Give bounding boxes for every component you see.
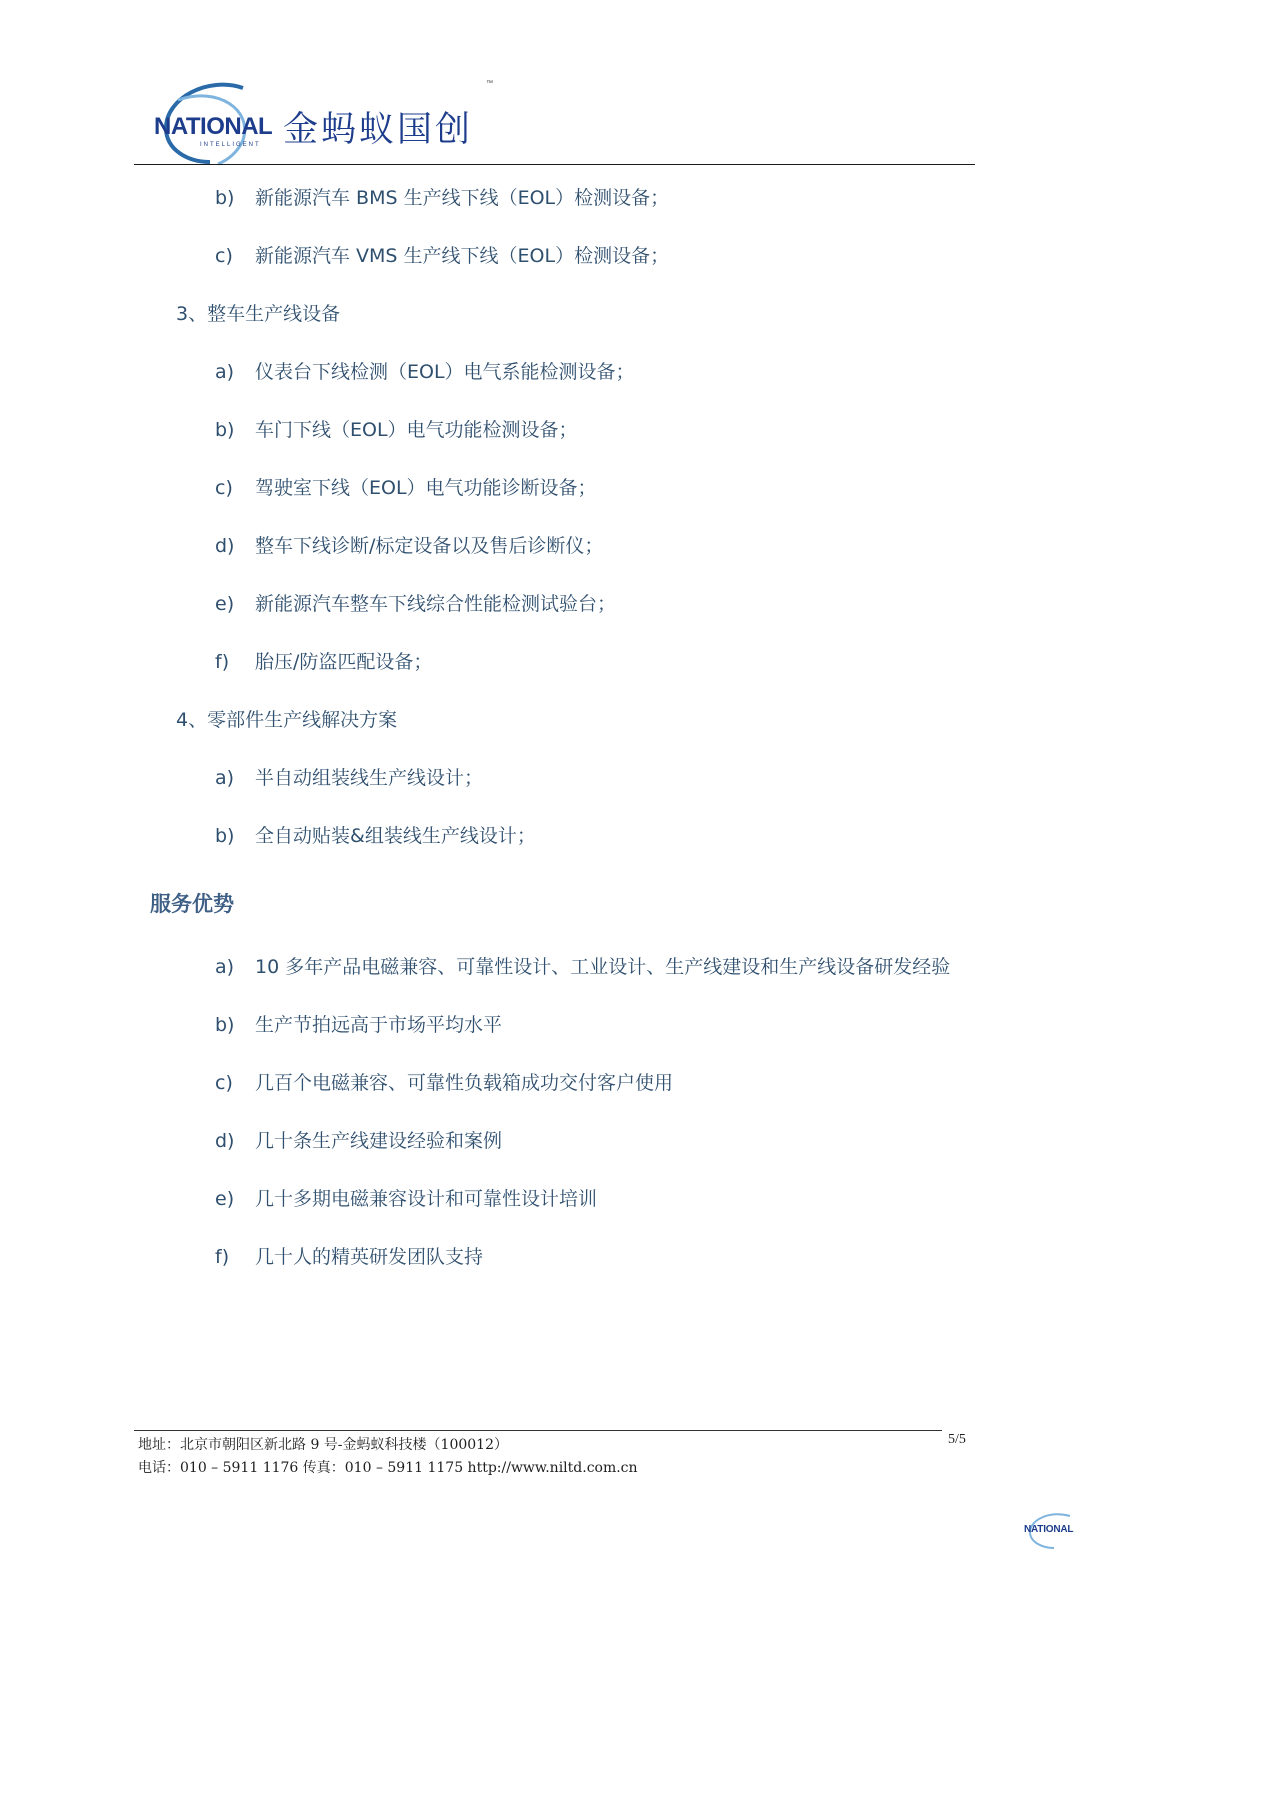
list-marker: f) [215, 1246, 230, 1268]
list-item-text: 半自动组装线生产线设计； [255, 767, 484, 789]
list-item-text: 几百个电磁兼容、可靠性负载箱成功交付客户使用 [255, 1072, 674, 1094]
list-item-text: 全自动贴装&组装线生产线设计； [255, 825, 536, 847]
list-marker: c) [215, 477, 233, 499]
section-title: 3、整车生产线设备 [176, 303, 341, 325]
list-item-text: 新能源汽车 BMS 生产线下线（EOL）检测设备； [255, 187, 670, 209]
list-item-text: 10 多年产品电磁兼容、可靠性设计、工业设计、生产线建设和生产线设备研发经验 [255, 956, 951, 978]
corner-logo [1020, 1510, 1090, 1550]
list-item-text: 几十条生产线建设经验和案例 [255, 1130, 503, 1152]
list-marker: e) [215, 593, 235, 615]
trademark-symbol: ™ [486, 80, 493, 87]
list-item-text: 新能源汽车 VMS 生产线下线（EOL）检测设备； [255, 245, 670, 267]
list-item-text: 生产节拍远高于市场平均水平 [255, 1014, 503, 1036]
list-marker: d) [215, 535, 235, 557]
list-marker: b) [215, 419, 235, 441]
brand-name: 金蚂蚁国创 [283, 110, 474, 150]
footer-contact: 电话：010 – 5911 1176 传真：010 – 5911 1175 http://www.niltd.com.cn [138, 1460, 638, 1476]
list-marker: e) [215, 1188, 235, 1210]
footer-divider [134, 1430, 942, 1431]
list-item-text: 整车下线诊断/标定设备以及售后诊断仪； [255, 535, 604, 557]
advantages-heading: 服务优势 [150, 892, 234, 916]
list-marker: b) [215, 187, 235, 209]
list-marker: c) [215, 1072, 233, 1094]
list-marker: c) [215, 245, 233, 267]
list-marker: f) [215, 651, 230, 673]
list-marker: b) [215, 825, 235, 847]
list-marker: a) [215, 767, 235, 789]
logo-text: NATIONAL [154, 113, 273, 140]
list-item-text: 新能源汽车整车下线综合性能检测试验台； [255, 593, 617, 615]
page-number: 5/5 [948, 1432, 966, 1447]
list-marker: a) [215, 956, 235, 978]
list-marker: b) [215, 1014, 235, 1036]
corner-logo-text: NATIONAL [1024, 1524, 1074, 1535]
list-item-text: 车门下线（EOL）电气功能检测设备； [255, 419, 578, 441]
list-item-text: 几十人的精英研发团队支持 [255, 1246, 484, 1268]
footer-address: 地址：北京市朝阳区新北路 9 号-金蚂蚁科技楼（100012） [138, 1437, 508, 1453]
list-marker: d) [215, 1130, 235, 1152]
logo-subtitle: INTELLIGENT [200, 142, 261, 148]
list-item-text: 胎压/防盗匹配设备； [255, 651, 433, 673]
section-title: 4、零部件生产线解决方案 [176, 709, 398, 731]
list-item-text: 仪表台下线检测（EOL）电气系能检测设备； [255, 361, 635, 383]
list-item-text: 驾驶室下线（EOL）电气功能诊断设备； [255, 477, 597, 499]
list-item-text: 几十多期电磁兼容设计和可靠性设计培训 [255, 1188, 598, 1210]
list-marker: a) [215, 361, 235, 383]
